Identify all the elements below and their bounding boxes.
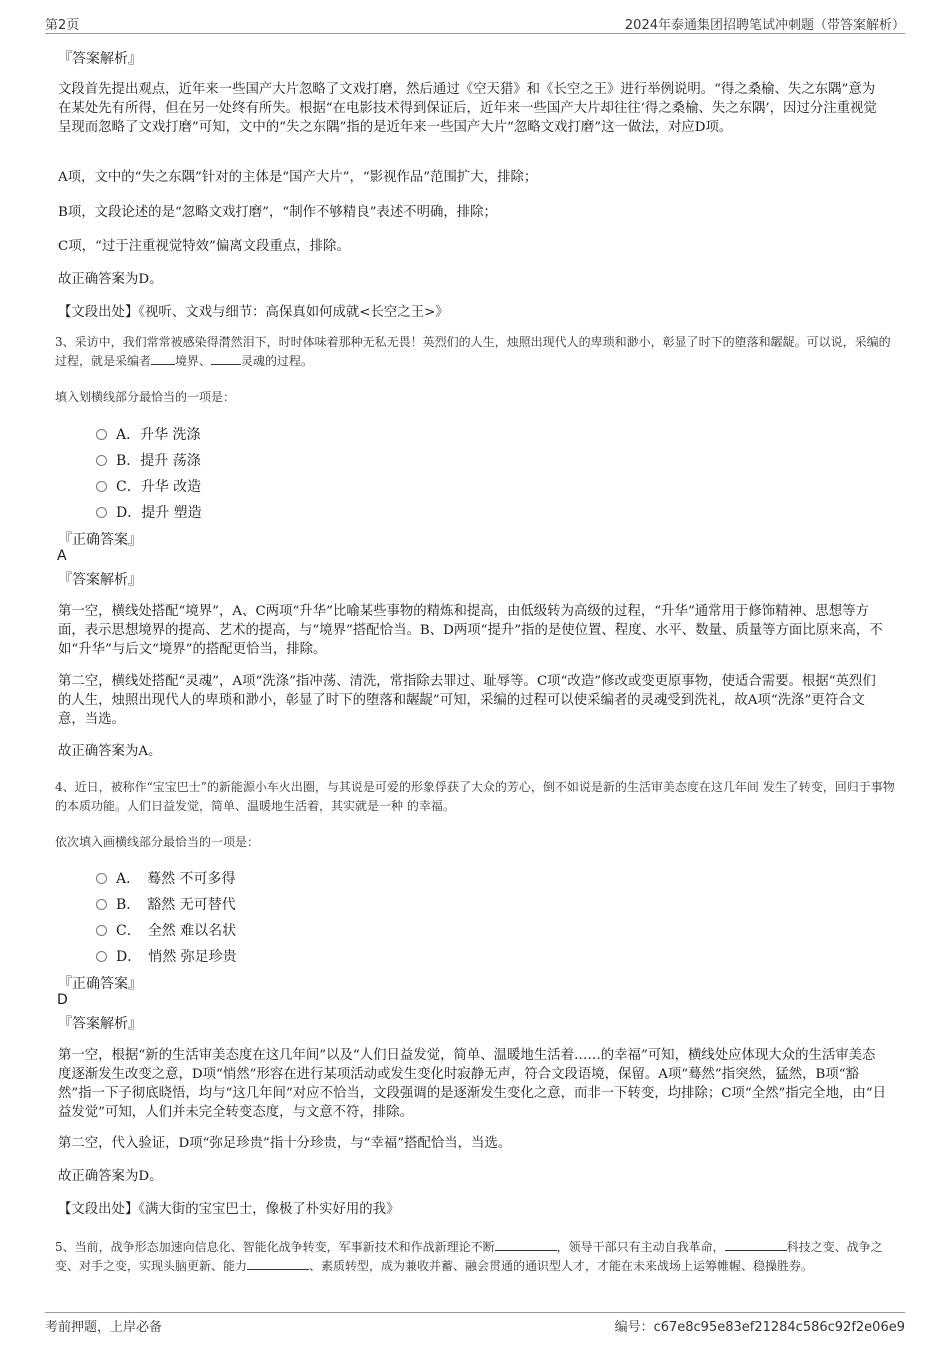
q4-analysis-p3: 故正确答案为D。	[58, 1169, 163, 1184]
radio-icon[interactable]	[96, 925, 107, 936]
q3-option-b[interactable]: B．提升 荡涤	[96, 450, 201, 470]
footer-divider	[45, 1312, 905, 1313]
q3-option-d[interactable]: D．提升 塑造	[96, 502, 202, 522]
q3-option-a[interactable]: A．升华 洗涤	[96, 424, 201, 444]
radio-icon[interactable]	[96, 873, 107, 884]
q3-stem: 3、采访中，我们常常被感染得潸然泪下，时时体味着那种无私无畏！英烈们的人生，烛照出现代人的卑琐和渺小，彰显了时下的堕落和龌龊。可以说，采编的过程，就是采编者 境界、 灵魂的过程。	[55, 335, 891, 368]
q3-correct-answer: A	[57, 548, 67, 564]
q3-analysis-p1: 第一空，横线处搭配“境界”，A、C两项“升华”比喻某些事物的精炼和提高，由低级转为高级的过程，“升华”通常用于修饰精神、思想等方面，表示思想境界的提高、艺术的提高，与“境界”搭配恰当。B、D两项“提升”指的是使位置、程度、水平、数量、质量等方面比原来高，不如“升华”与后文“境界”的搭配更恰当，排除。	[58, 604, 883, 657]
document-title: 2024年泰通集团招聘笔试冲刺题（带答案解析）	[624, 18, 905, 33]
radio-icon[interactable]	[96, 507, 107, 518]
q2-analysis-p2: A项，文中的“失之东隅”针对的主体是“国产大片”，“影视作品”范围扩大，排除；	[58, 170, 538, 185]
q2-analysis-p3: B项，文段论述的是“忽略文戏打磨”，“制作不够精良”表述不明确，排除；	[58, 205, 497, 220]
page-number: 第2页	[45, 18, 80, 33]
footer-slogan: 考前押题，上岸必备	[45, 1320, 163, 1335]
q4-analysis-label: 『答案解析』	[58, 1016, 142, 1032]
q2-source: 【文段出处】《视听、文戏与细节：高保真如何成就<长空之王>》	[58, 305, 449, 320]
q3-analysis-label: 『答案解析』	[58, 572, 142, 588]
q2-analysis-p4: C项，“过于注重视觉特效”偏离文段重点，排除。	[58, 239, 350, 254]
q2-analysis-p5: 故正确答案为D。	[58, 272, 163, 287]
radio-icon[interactable]	[96, 951, 107, 962]
q2-analysis-label: 『答案解析』	[58, 51, 142, 67]
q4-option-a[interactable]: A． 蓦然 不可多得	[96, 868, 236, 888]
radio-icon[interactable]	[96, 481, 107, 492]
q3-prompt: 填入划横线部分最恰当的一项是：	[55, 390, 236, 404]
q4-prompt: 依次填入画横线部分最恰当的一项是：	[55, 835, 260, 849]
q3-correct-label: 『正确答案』	[58, 532, 142, 548]
document-id: 编号：c67e8c95e83ef21284c586c92f2e06e9	[614, 1320, 905, 1335]
header-divider	[45, 33, 905, 34]
q3-option-c[interactable]: C．升华 改造	[96, 476, 201, 496]
q2-analysis-p1: 文段首先提出观点，近年来一些国产大片忽略了文戏打磨，然后通过《空天猎》和《长空之王》进行举例说明。“得之桑榆、失之东隅”意为在某处先有所得，但在另一处终有所失。根据“在电影技术得到保证后，近年来一些国产大片却往往‘得之桑榆、失之东隅’，因过分注重视觉呈现而忽略了文戏打磨”可知，文中的“失之东隅”指的是近年来一些国产大片“忽略文戏打磨”这一做法，对应D项。	[58, 82, 877, 135]
radio-icon[interactable]	[96, 455, 107, 466]
q4-analysis-p2: 第二空，代入验证，D项“弥足珍贵”指十分珍贵，与“幸福”搭配恰当，当选。	[58, 1136, 512, 1151]
q4-option-c[interactable]: C． 全然 难以名状	[96, 920, 236, 940]
radio-icon[interactable]	[96, 429, 107, 440]
q4-analysis-p1: 第一空，根据“新的生活审美态度在这几年间”以及“人们日益发觉，简单、温暖地生活着……的幸福”可知，横线处应体现大众的生活审美态度逐渐发生改变之意，D项“悄然”形容在进行某项活动或发生变化时寂静无声，符合文段语境，保留。A项“蓦然”指突然，猛然，B项“豁然”指一下子彻底晓悟，均与“这几年间”对应不恰当，文段强调的是逐渐发生变化之意，而非一下转变，均排除；C项“全然”指完全地，由“日益发觉”可知，人们并未完全转变态度，与文意不符，排除。	[58, 1048, 886, 1120]
radio-icon[interactable]	[96, 899, 107, 910]
q3-analysis-p2: 第二空，横线处搭配“灵魂”，A项“洗涤”指冲荡、清洗，常指除去罪过、耻辱等。C项“改造”修改或变更原事物，使适合需要。根据“英烈们的人生，烛照出现代人的卑琐和渺小，彰显了时下的堕落和龌龊”可知，采编的过程可以使采编者的灵魂受到洗礼，故A项“洗涤”更符合文意，当选。	[58, 674, 876, 727]
q5-stem: 5、当前，战争形态加速向信息化、智能化战争转变，军事新技术和作战新理论不断 ，领导干部只有主动自我革命， 科技之变、战争之变、对手之变，实现头脑更新、能力 、素质转型，成为兼收并蓄、融会贯通的通识型人才，才能在未来战场上运筹帷幄、稳操胜券。	[55, 1240, 883, 1273]
q4-correct-answer: D	[57, 992, 68, 1008]
page-header	[45, 14, 905, 32]
q4-stem: 4、近日，被称作“宝宝巴士”的新能源小车火出圈，与其说是可爱的形象俘获了大众的芳心，倒不如说是新的生活审美态度在这几年间 发生了转变，回归于事物的本质功能。人们日益发觉，简单、温暖地生活着，其实就是一种 的幸福。	[55, 780, 895, 813]
q3-analysis-p3: 故正确答案为A。	[58, 744, 162, 759]
q4-correct-label: 『正确答案』	[58, 976, 142, 992]
q4-option-b[interactable]: B． 豁然 无可替代	[96, 894, 236, 914]
q4-option-d[interactable]: D． 悄然 弥足珍贵	[96, 946, 237, 966]
q4-source: 【文段出处】《满大街的宝宝巴士，像极了朴实好用的我》	[58, 1202, 400, 1217]
